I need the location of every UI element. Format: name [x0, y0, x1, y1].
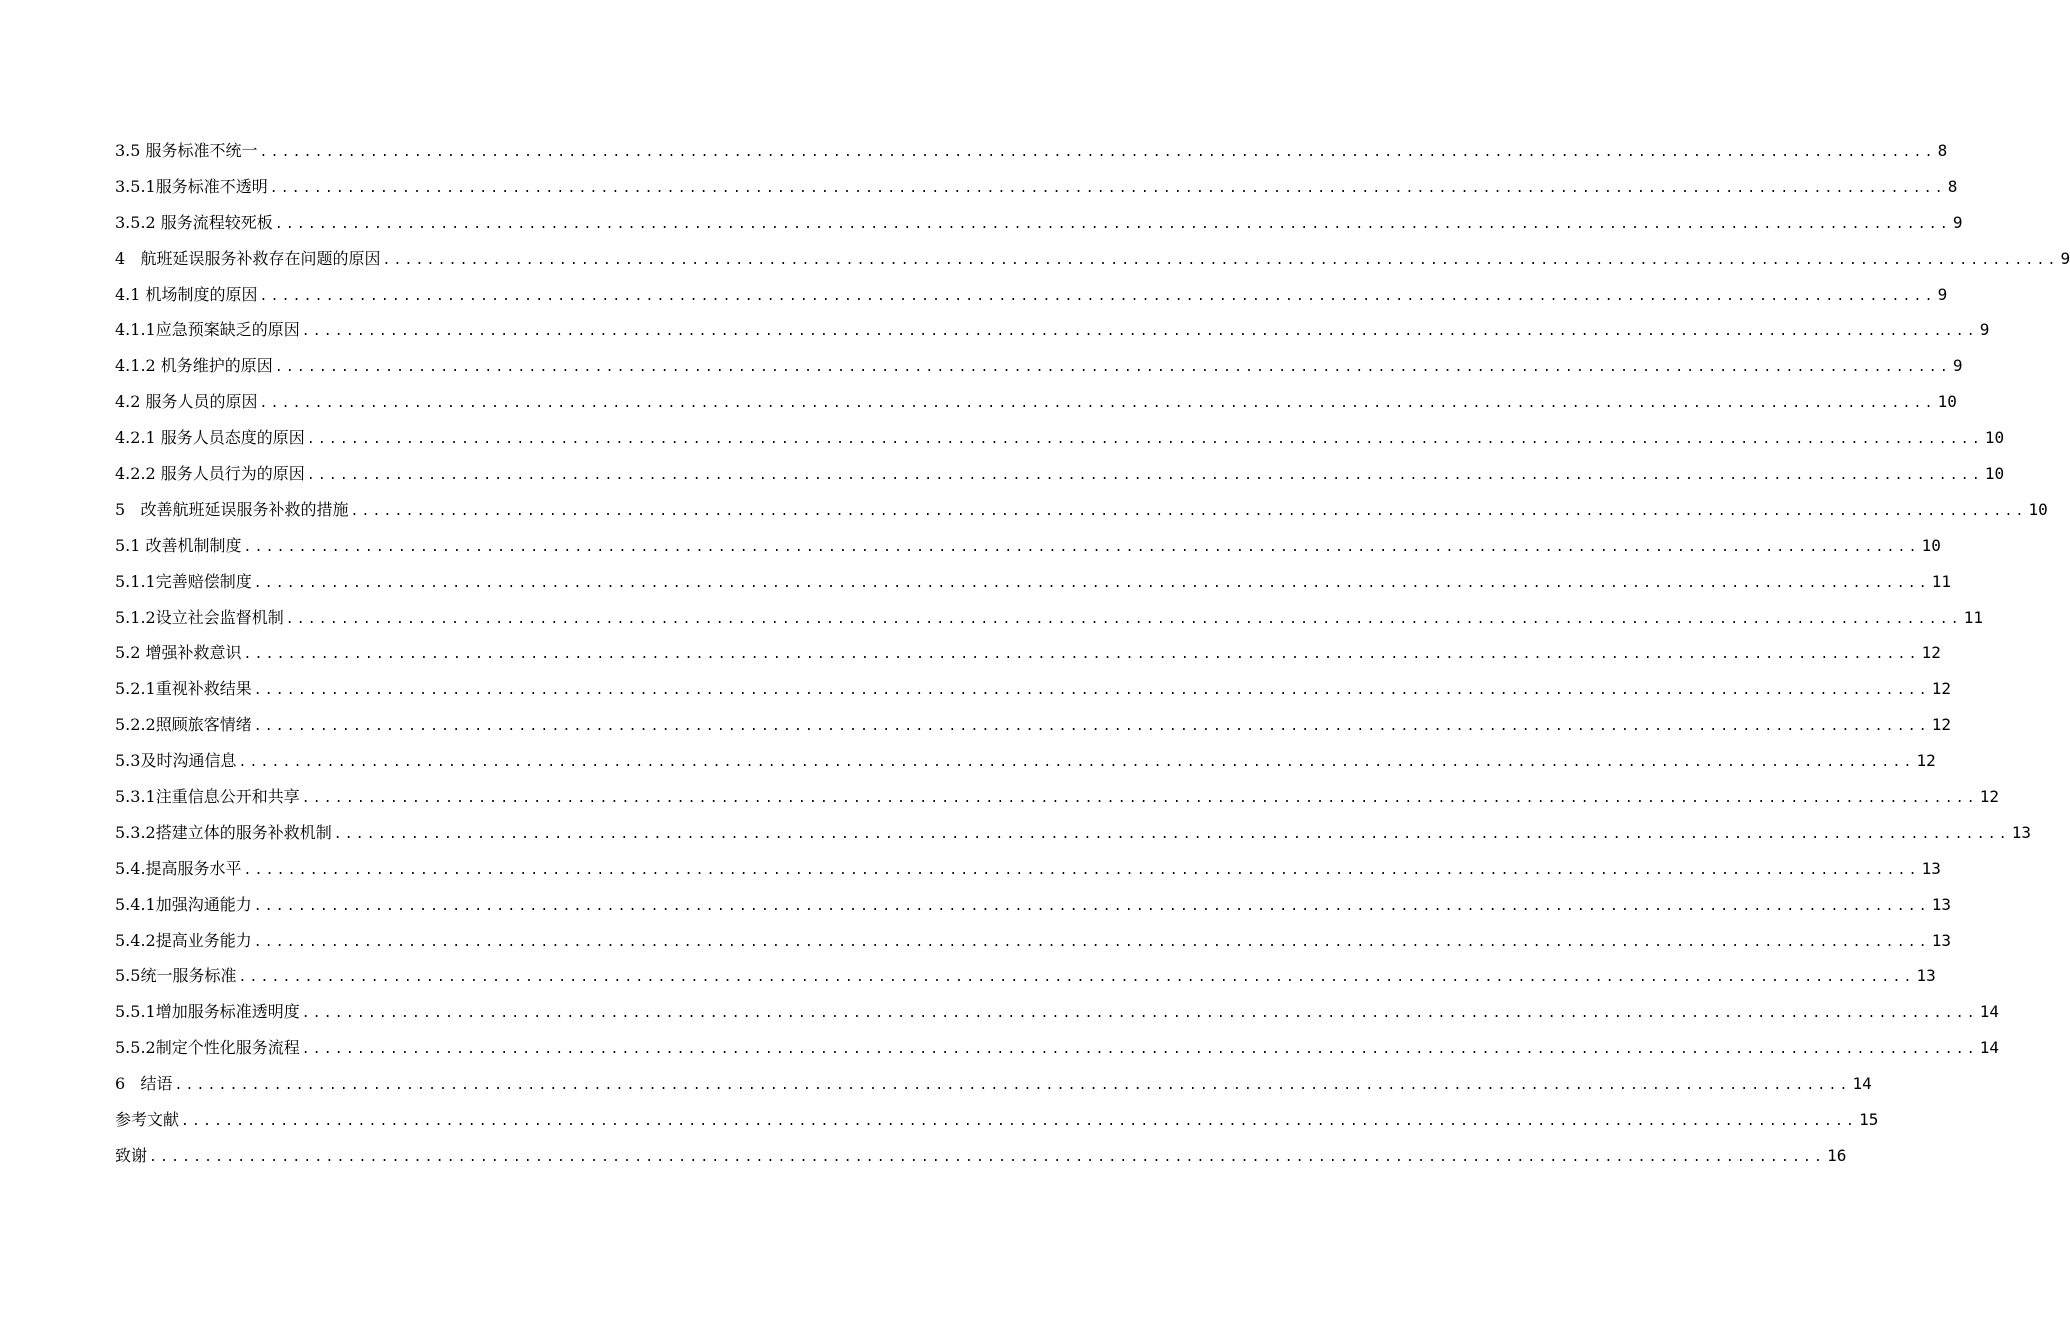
toc-leader-dots: ........................................................................................................................................................	[149, 1149, 1826, 1165]
toc-entry-page: 12	[1916, 751, 1936, 771]
toc-entry-label: 致谢	[115, 1145, 148, 1165]
toc-entry-label: 5.4.提高服务水平	[115, 858, 242, 878]
toc-leader-dots: ........................................................................................................................................................	[238, 755, 1915, 771]
toc-entry-label: 5 改善航班延误服务补救的措施	[115, 499, 349, 519]
toc-leader-dots: ........................................................................................................................................................	[269, 180, 1946, 196]
toc-entry[interactable]	[115, 639, 1941, 675]
toc-entry-page: 13	[1931, 894, 1952, 914]
toc-leader-dots: ........................................................................................................................................................	[253, 575, 1930, 591]
toc-entry[interactable]	[115, 424, 2005, 460]
toc-leader-dots: ........................................................................................................................................................	[285, 611, 1962, 627]
table-of-contents	[115, 137, 2070, 1178]
toc-entry-page: 12	[1979, 787, 2000, 807]
toc-entry[interactable]	[115, 1070, 1872, 1106]
toc-entry-page: 14	[1852, 1074, 1872, 1094]
toc-entry-label: 4.2 服务人员的原因	[115, 392, 258, 412]
toc-leader-dots: ........................................................................................................................................................	[253, 683, 1930, 699]
toc-entry-label: 5.5.1增加服务标准透明度	[115, 1002, 300, 1022]
toc-entry[interactable]	[115, 927, 1952, 963]
toc-entry-label: 5.5.2制定个性化服务流程	[115, 1038, 300, 1058]
toc-entry-label: 3.5.2 服务流程较死板	[115, 212, 273, 232]
toc-entry[interactable]	[115, 568, 1952, 604]
toc-entry[interactable]	[115, 245, 2070, 281]
toc-entry-label: 4.1.1应急预案缺乏的原因	[115, 320, 300, 340]
toc-entry-label: 5.2.2照顾旅客情绪	[115, 715, 252, 735]
toc-entry[interactable]	[115, 783, 2000, 819]
toc-leader-dots: ........................................................................................................................................................	[174, 1078, 1851, 1094]
toc-leader-dots: ........................................................................................................................................................	[238, 970, 1915, 986]
toc-entry-page: 13	[2011, 822, 2032, 842]
toc-entry-page: 10	[1984, 464, 2005, 484]
toc-leader-dots: ........................................................................................................................................................	[243, 539, 1920, 555]
toc-entry[interactable]	[115, 891, 1952, 927]
toc-leader-dots: ........................................................................................................................................................	[253, 934, 1930, 950]
toc-entry-label: 4.2.1 服务人员态度的原因	[115, 428, 305, 448]
toc-entry-label: 5.2 增强补救意识	[115, 643, 242, 663]
toc-entry[interactable]	[115, 460, 2005, 496]
toc-entry-label: 6 结语	[115, 1074, 173, 1094]
toc-entry-label: 4.1.2 机务维护的原因	[115, 356, 273, 376]
toc-entry-label: 5.1.1完善赔偿制度	[115, 571, 252, 591]
toc-entry-page: 10	[1984, 428, 2005, 448]
toc-leader-dots: ........................................................................................................................................................	[274, 360, 1951, 376]
toc-entry[interactable]	[115, 604, 1984, 640]
toc-entry[interactable]	[115, 855, 1941, 891]
toc-entry-page: 14	[1979, 1038, 2000, 1058]
toc-leader-dots: ........................................................................................................................................................	[333, 826, 2010, 842]
toc-entry-page: 13	[1921, 858, 1941, 878]
toc-leader-dots: ........................................................................................................................................................	[350, 503, 2027, 519]
toc-entry-page: 9	[1952, 212, 1963, 232]
toc-leader-dots: ........................................................................................................................................................	[301, 324, 1978, 340]
toc-entry[interactable]	[115, 1142, 1847, 1178]
toc-entry-page: 8	[1937, 141, 1948, 160]
toc-entry-label: 5.2.1重视补救结果	[115, 679, 252, 699]
toc-entry[interactable]	[115, 711, 1952, 747]
toc-entry-page: 12	[1931, 715, 1952, 735]
toc-entry-page: 15	[1859, 1110, 1879, 1130]
toc-entry-label: 5.4.1加强沟通能力	[115, 894, 252, 914]
toc-leader-dots: ........................................................................................................................................................	[181, 1114, 1858, 1130]
toc-entry-page: 9	[1952, 356, 1963, 376]
toc-leader-dots: ........................................................................................................................................................	[306, 468, 1983, 484]
toc-leader-dots: ........................................................................................................................................................	[301, 1006, 1978, 1022]
toc-entry-page: 11	[1931, 571, 1952, 591]
toc-entry[interactable]	[115, 962, 1936, 998]
toc-entry[interactable]	[115, 1106, 1879, 1142]
toc-entry-page: 14	[1979, 1002, 2000, 1022]
toc-entry[interactable]	[115, 1034, 2000, 1070]
toc-leader-dots: ........................................................................................................................................................	[259, 145, 1936, 160]
toc-entry-page: 16	[1827, 1145, 1847, 1165]
toc-leader-dots: ........................................................................................................................................................	[243, 862, 1920, 878]
toc-entry-page: 12	[1931, 679, 1952, 699]
toc-entry-label: 5.1 改善机制制度	[115, 535, 242, 555]
toc-entry-label: 5.3及时沟通信息	[115, 751, 237, 771]
toc-entry-page: 12	[1921, 643, 1941, 663]
toc-entry-label: 5.5统一服务标准	[115, 966, 237, 986]
toc-entry-page: 10	[2028, 499, 2048, 519]
toc-entry-page: 8	[1947, 176, 1958, 196]
toc-leader-dots: ........................................................................................................................................................	[301, 1042, 1978, 1058]
toc-entry-label: 5.3.2搭建立体的服务补救机制	[115, 822, 332, 842]
toc-entry-label: 4.2.2 服务人员行为的原因	[115, 464, 305, 484]
toc-entry[interactable]	[115, 352, 1963, 388]
toc-entry[interactable]	[115, 819, 2032, 855]
toc-entry-label: 5.4.2提高业务能力	[115, 930, 252, 950]
toc-entry[interactable]	[115, 209, 1963, 245]
toc-entry[interactable]	[115, 388, 1957, 424]
toc-entry-label: 3.5.1服务标准不透明	[115, 176, 268, 196]
toc-entry[interactable]	[115, 496, 2048, 532]
toc-leader-dots: ........................................................................................................................................................	[253, 898, 1930, 914]
toc-entry[interactable]	[115, 316, 1990, 352]
toc-entry[interactable]	[115, 137, 1948, 173]
toc-leader-dots: ........................................................................................................................................................	[301, 791, 1978, 807]
toc-leader-dots: ........................................................................................................................................................	[243, 647, 1920, 663]
toc-entry-page: 13	[1931, 930, 1952, 950]
toc-entry-page: 13	[1916, 966, 1936, 986]
toc-entry[interactable]	[115, 998, 2000, 1034]
toc-entry-page: 9	[2060, 248, 2070, 268]
toc-entry[interactable]	[115, 747, 1936, 783]
toc-entry-page: 10	[1921, 535, 1941, 555]
toc-leader-dots: ........................................................................................................................................................	[253, 719, 1930, 735]
toc-leader-dots: ........................................................................................................................................................	[382, 252, 2059, 268]
toc-entry-label: 4.1 机场制度的原因	[115, 284, 258, 304]
toc-entry-label: 5.1.2设立社会监督机制	[115, 607, 284, 627]
toc-entry-page: 10	[1937, 392, 1957, 412]
toc-entry-label: 5.3.1注重信息公开和共享	[115, 787, 300, 807]
toc-entry-page: 9	[1979, 320, 1990, 340]
toc-entry[interactable]	[115, 675, 1952, 711]
toc-leader-dots: ........................................................................................................................................................	[259, 288, 1936, 304]
toc-entry-label: 3.5 服务标准不统一	[115, 141, 258, 160]
toc-leader-dots: ........................................................................................................................................................	[306, 432, 1983, 448]
toc-leader-dots: ........................................................................................................................................................	[274, 216, 1951, 232]
toc-entry[interactable]	[115, 173, 1958, 209]
toc-entry[interactable]	[115, 281, 1948, 317]
toc-entry-label: 4 航班延误服务补救存在问题的原因	[115, 248, 381, 268]
toc-leader-dots: ........................................................................................................................................................	[259, 396, 1936, 412]
toc-entry[interactable]	[115, 532, 1941, 568]
toc-entry-page: 11	[1963, 607, 1984, 627]
toc-entry-label: 参考文献	[115, 1110, 180, 1130]
toc-entry-page: 9	[1937, 284, 1948, 304]
